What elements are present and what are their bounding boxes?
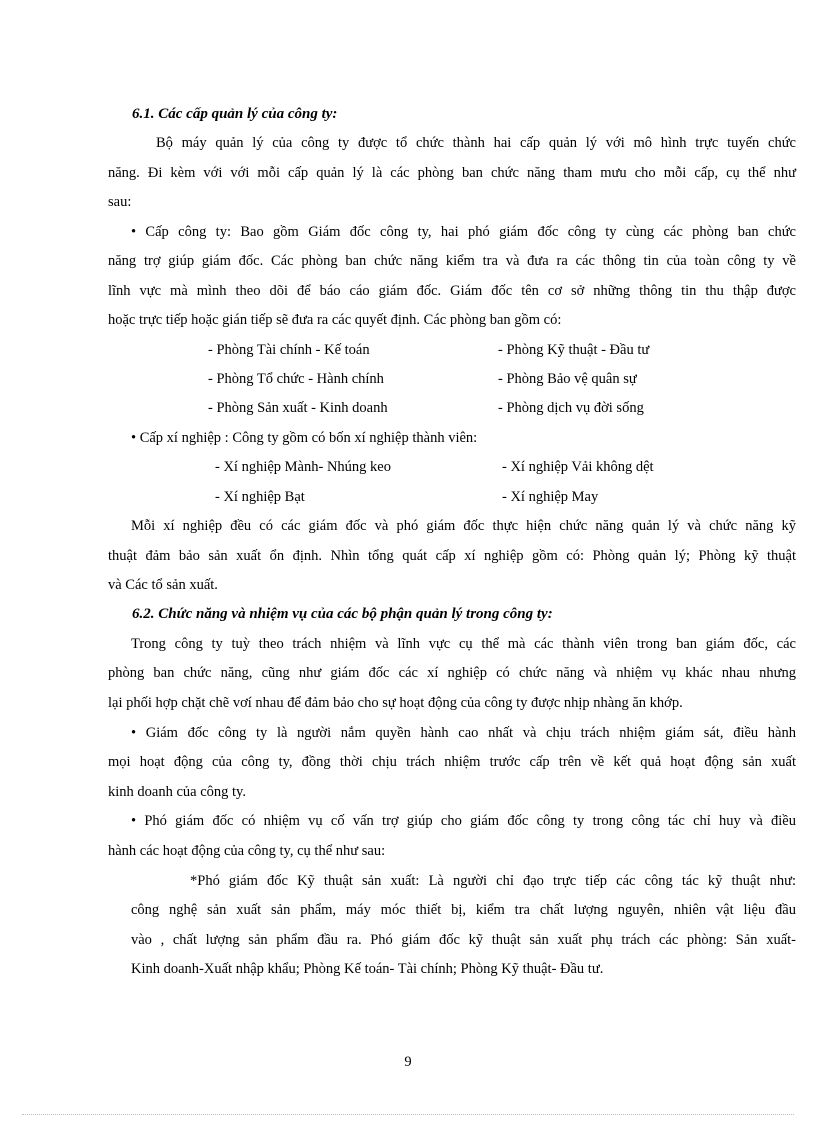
paragraph-line: và Các tổ sản xuất. (108, 577, 218, 593)
department-item: - Phòng Kỹ thuật - Đầu tư (498, 342, 650, 358)
paragraph-line: sau: (108, 194, 132, 210)
paragraph-line: kinh doanh của công ty. (108, 784, 246, 800)
enterprise-item: - Xí nghiệp May (502, 489, 599, 505)
paragraph-line: vào , chất lượng sản phẩm đầu ra. Phó giám đốc kỹ thuật sản xuất phụ trách các phòng: Sản xuất- (131, 932, 796, 948)
page-number: 9 (404, 1054, 412, 1070)
department-item: - Phòng Sản xuất - Kinh doanh (208, 400, 388, 416)
department-item: - Phòng dịch vụ đời sống (498, 400, 644, 416)
paragraph-line: thuật đảm bảo sản xuất ổn định. Nhìn tổng quát cấp xí nghiệp gồm có: Phòng quản lý; Phòng kỹ thuật (108, 548, 796, 564)
bullet-deputy-director: • Phó giám đốc có nhiệm vụ cố vấn trợ giúp cho giám đốc công ty trong công tác chỉ huy và điều (131, 813, 796, 829)
page-bottom-divider (22, 1114, 794, 1115)
paragraph-line: lại phối hợp chặt chẽ vơí nhau để đảm bảo cho sự hoạt động của công ty được nhịp nhàng ăn khớp. (108, 695, 683, 711)
paragraph-line: mọi hoạt động của công ty, đồng thời chịu trách nhiệm trước cấp trên về kết quả hoạt động sản xuất (108, 754, 796, 770)
paragraph-line: Trong công ty tuỳ theo trách nhiệm và lĩnh vực cụ thể mà các thành viên trong ban giám đốc, các (131, 636, 796, 652)
bullet-company-level: • Cấp công ty: Bao gồm Giám đốc công ty, hai phó giám đốc công ty cùng các phòng ban chức (131, 224, 796, 240)
department-item: - Phòng Tài chính - Kế toán (208, 342, 370, 358)
enterprise-item: - Xí nghiệp Mành- Nhúng keo (215, 459, 391, 475)
paragraph-line: lĩnh vực mà mình theo dõi để báo cáo giám đốc. Giám đốc tên cơ sở những thông tin thu thập được (108, 283, 796, 299)
bullet-director: • Giám đốc công ty là người nắm quyền hành cao nhất và chịu trách nhiệm giám sát, điều hành (131, 725, 796, 741)
paragraph-line: năng trợ giúp giám đốc. Các phòng ban chức năng kiểm tra và đưa ra các thông tin của toàn công ty về (108, 253, 796, 269)
paragraph-line: năng. Đi kèm với với mỗi cấp quản lý là các phòng ban chức năng tham mưu cho mỗi cấp, cụ thể như (108, 165, 796, 181)
paragraph-line: hoặc trực tiếp hoặc gián tiếp sẽ đưa ra các quyết định. Các phòng ban gồm có: (108, 312, 562, 328)
enterprise-item: - Xí nghiệp Vải không dệt (502, 459, 654, 475)
paragraph-line: Kinh doanh-Xuất nhập khẩu; Phòng Kế toán- Tài chính; Phòng Kỹ thuật- Đầu tư. (131, 961, 604, 977)
department-item: - Phòng Tổ chức - Hành chính (208, 371, 384, 387)
department-item: - Phòng Bảo vệ quân sự (498, 371, 637, 387)
section-heading-6-2: 6.2. Chức năng và nhiệm vụ của các bộ phận quản lý trong công ty: (132, 606, 553, 622)
bullet-enterprise-level: • Cấp xí nghiệp : Công ty gồm có bốn xí nghiệp thành viên: (131, 430, 478, 446)
enterprise-item: - Xí nghiệp Bạt (215, 489, 305, 505)
paragraph-line: Mỗi xí nghiệp đều có các giám đốc và phó giám đốc thực hiện chức năng quản lý và chức năng kỹ (131, 518, 796, 534)
paragraph-line: phòng ban chức năng, cũng như giám đốc các xí nghiệp có chức năng và nhiệm vụ khác nhau nhưng (108, 665, 796, 681)
section-heading-6-1: 6.1. Các cấp quản lý của công ty: (132, 106, 338, 122)
paragraph-line: hành các hoạt động của công ty, cụ thể như sau: (108, 843, 386, 859)
paragraph-line: Bộ máy quản lý của công ty được tổ chức thành hai cấp quản lý với mô hình trực tuyến chức (156, 135, 796, 151)
paragraph-line: công nghệ sản xuất sản phẩm, máy móc thiết bị, kiểm tra chất lượng nguyên, nhiên vật liệu đầu (131, 902, 796, 918)
paragraph-line: *Phó giám đốc Kỹ thuật sản xuất: Là người chỉ đạo trực tiếp các công tác kỹ thuật như: (190, 873, 796, 889)
